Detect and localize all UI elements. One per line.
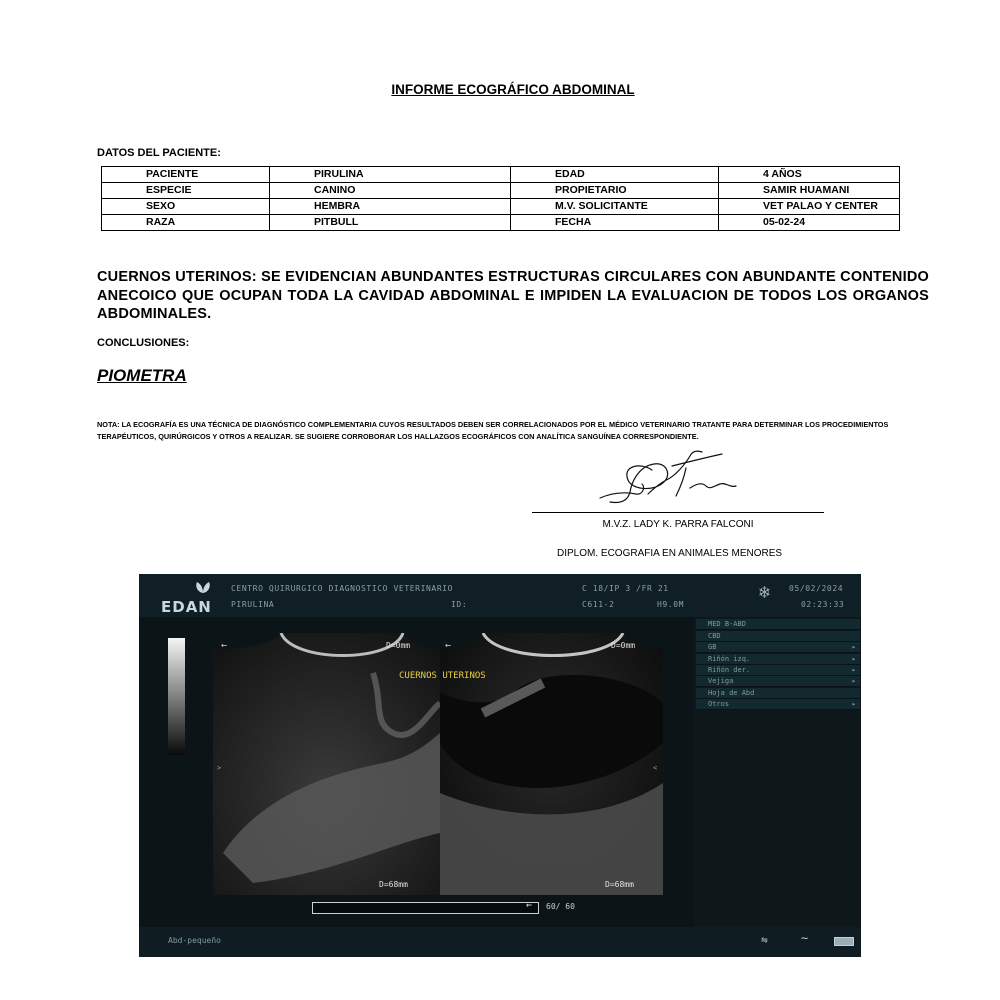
field-value: 05-02-24: [719, 215, 900, 231]
ultrasound-footer: [139, 927, 861, 957]
wave-icon: ∼: [801, 931, 809, 945]
menu-item[interactable]: [696, 665, 860, 676]
cine-counter: 60/ 60: [546, 902, 575, 911]
center-name: CENTRO QUIRURGICO DIAGNOSTICO VETERINARIO: [231, 584, 454, 593]
us-probe: C611-2: [582, 600, 615, 609]
us-date: 05/02/2024: [789, 584, 844, 593]
chevron-right-icon: ▸: [851, 699, 856, 708]
menu-item[interactable]: [696, 642, 860, 653]
field-label: PACIENTE: [102, 167, 270, 183]
cine-progress-bar[interactable]: [312, 902, 539, 914]
us-patient-name: PIRULINA: [231, 600, 275, 609]
menu-item[interactable]: [696, 654, 860, 665]
field-label: M.V. SOLICITANTE: [511, 199, 719, 215]
edan-leaf-icon: [193, 580, 213, 594]
menu-item-label: Hoja de Abd: [708, 688, 755, 697]
chevron-right-icon: ▸: [851, 677, 856, 686]
ultrasound-image: [139, 574, 861, 957]
chevron-right-icon: ▸: [851, 665, 856, 674]
us-params: C 18/IP 3 /FR 21: [582, 584, 669, 593]
field-label: ESPECIE: [102, 183, 270, 199]
menu-item[interactable]: [696, 676, 860, 687]
menu-item[interactable]: [696, 688, 860, 699]
menu-item-label: Riñón der.: [708, 665, 751, 674]
patient-row: [102, 199, 900, 215]
disclaimer-note: NOTA: LA ECOGRAFÍA ES UNA TÉCNICA DE DIAGNÓSTICO COMPLEMENTARIA CUYOS RESULTADOS DEBEN SER CORRELACIONADOS POR EL MÉDICO VETERINARIO TRATANTE PARA DETERMINAR LOS PROCEDIMIENTOS TERAPÉUTICOS, QUIRÚRGICOS Y OTROS A REALIZAR. SE SUGIERE CORROBORAR LOS HALLAZGOS ECOGRÁFICOS CON ANALÍTICA SANGUÍNEA CORRESPONDIENTE.: [97, 420, 889, 441]
report-title: INFORME ECOGRÁFICO ABDOMINAL: [391, 82, 635, 97]
field-value: CANINO: [270, 183, 511, 199]
chevron-right-icon: ▸: [851, 654, 856, 663]
measurement-menu: [694, 617, 861, 927]
menu-item-label: GB: [708, 643, 717, 652]
conclusions-label: CONCLUSIONES:: [97, 337, 190, 349]
battery-icon: [834, 937, 854, 946]
field-value: PITBULL: [270, 215, 511, 231]
arrow-left-icon: ←: [221, 640, 228, 651]
field-value: VET PALAO Y CENTER: [719, 199, 900, 215]
field-value: 4 AÑOS: [719, 167, 900, 183]
menu-item-label: Otros: [708, 699, 730, 708]
patient-row: [102, 215, 900, 231]
field-value: HEMBRA: [270, 199, 511, 215]
ultrasound-header: [139, 574, 861, 617]
preset-name: Abd-pequeño: [168, 936, 221, 945]
us-id-label: ID:: [451, 600, 468, 609]
grayscale-bar: [168, 638, 185, 755]
patient-table: [101, 166, 900, 231]
signature-line: [532, 512, 824, 513]
patient-row: [102, 167, 900, 183]
menu-title: MED B-ABD: [696, 619, 860, 630]
menu-item-label: CBD: [708, 632, 721, 640]
us-frequency: H9.0M: [657, 600, 685, 609]
depth-bottom-left: D=68mm: [379, 880, 408, 889]
vet-diploma: DIPLOM. ECOGRAFIA EN ANIMALES MENORES: [557, 548, 783, 559]
focus-marker-left: >: [217, 764, 222, 772]
vet-name: M.V.Z. LADY K. PARRA FALCONI: [602, 519, 754, 530]
menu-item-label: Vejiga: [708, 677, 734, 686]
chevron-right-icon: ▸: [851, 643, 856, 652]
field-label: SEXO: [102, 199, 270, 215]
snowflake-icon: ❄: [759, 582, 770, 603]
edan-logo: EDAN: [161, 598, 212, 616]
us-time: 02:23:33: [801, 600, 845, 609]
field-value: SAMIR HUAMANI: [719, 183, 900, 199]
depth-top-right: D=0mm: [611, 641, 636, 650]
field-value: PIRULINA: [270, 167, 511, 183]
findings-text: CUERNOS UTERINOS: SE EVIDENCIAN ABUNDANTES ESTRUCTURAS CIRCULARES CON ABUNDANTE CONTENIDO ANECOICO QUE OCUPAN TODA LA CAVIDAD ABDOMINAL E IMPIDEN LA EVALUACION DE TODOS LOS ORGANOS ABDOMINALES.: [97, 269, 929, 322]
arrow-left-icon: ←: [445, 640, 452, 651]
usb-icon: ⇋: [761, 933, 768, 946]
cine-arrow-icon: ⇐: [526, 900, 533, 911]
field-label: PROPIETARIO: [511, 183, 719, 199]
diagnosis: PIOMETRA: [97, 366, 187, 385]
menu-item[interactable]: [696, 631, 860, 642]
scan-annotation: CUERNOS UTERINOS: [399, 671, 486, 681]
focus-marker-right: <: [653, 764, 658, 772]
field-label: FECHA: [511, 215, 719, 231]
menu-item-label: Riñón izq.: [708, 654, 751, 663]
depth-bottom-right: D=68mm: [605, 880, 634, 889]
signature-icon: [592, 448, 752, 510]
patient-section-label: DATOS DEL PACIENTE:: [97, 147, 221, 159]
field-label: EDAD: [511, 167, 719, 183]
depth-top-left: D=0mm: [386, 641, 411, 650]
menu-item[interactable]: [696, 699, 860, 710]
patient-row: [102, 183, 900, 199]
field-label: RAZA: [102, 215, 270, 231]
